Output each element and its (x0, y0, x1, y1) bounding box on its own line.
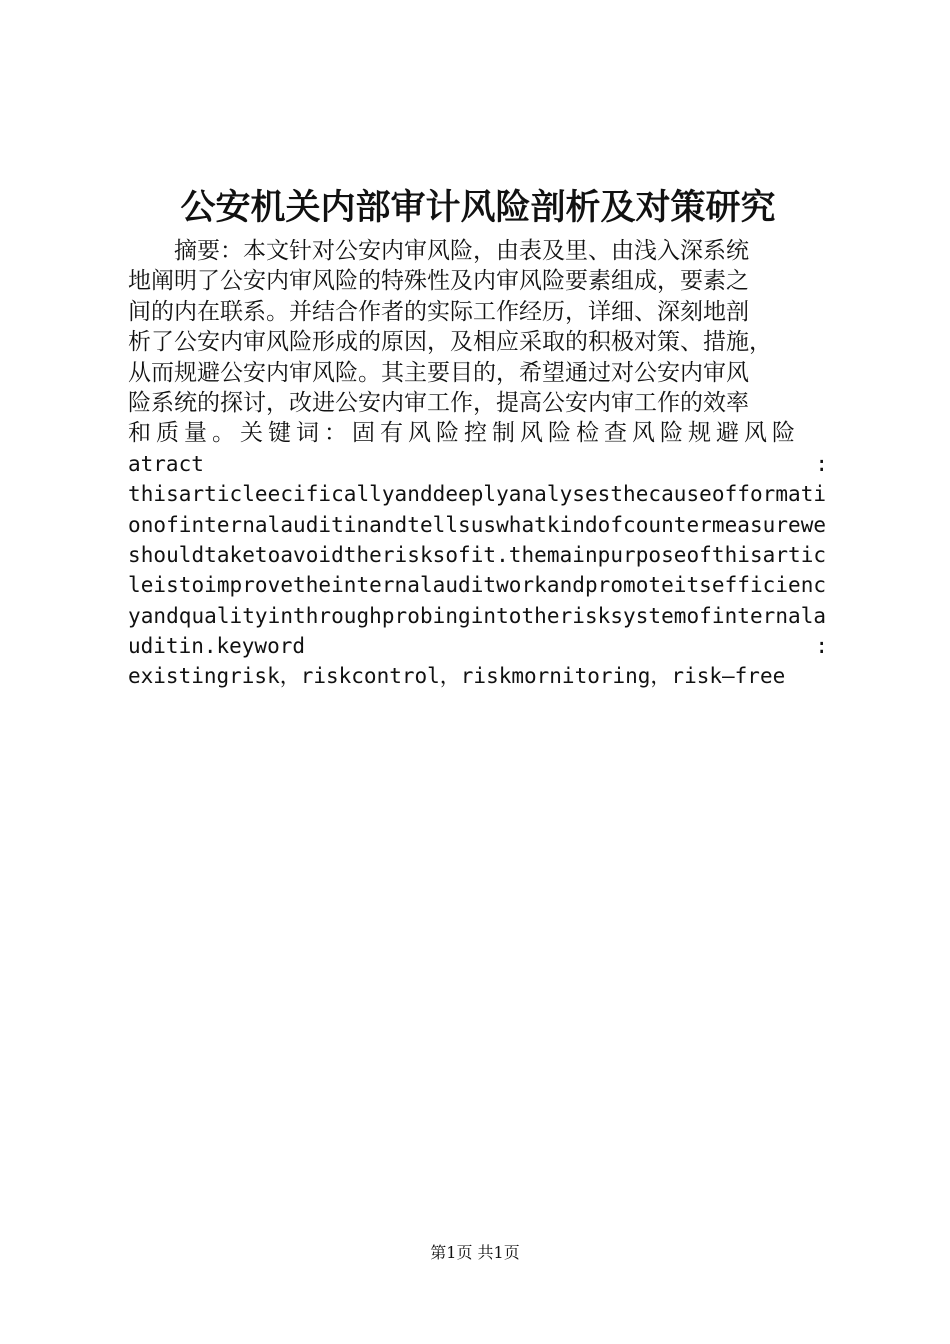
english-line-2: onofinternalauditinandtellsuswhatkindofcountermeasurewe (128, 512, 827, 537)
english-line-1: thisarticleecificallyanddeeplyanalysesthecauseofformati (128, 482, 827, 507)
english-keyword-label-line (128, 631, 828, 661)
abstract-line-2: 地阐明了公安内审风险的特殊性及内审风险要素组成，要素之 (128, 268, 749, 295)
english-keyword-colon: : (815, 634, 828, 659)
english-abstract-colon: : (815, 451, 828, 476)
abstract-line-6: 险系统的探讨，改进公安内审工作，提高公安内审工作的效率 (128, 389, 749, 416)
english-abstract-label-line (128, 449, 828, 479)
english-line-5: yandqualityinthroughprobingintotherisksystemofinternala (128, 603, 827, 628)
page-footer: 第1页 共1页 (430, 1243, 520, 1262)
abstract-line-5: 从而规避公安内审风险。其主要目的，希望通过对公安内审风 (128, 359, 749, 386)
english-keyword-label: uditin.keyword (128, 634, 306, 659)
english-line-4: leistoimprovetheinternalauditworkandpromoteitsefficienc (128, 573, 827, 598)
document-title: 公安机关内部审计风险剖析及对策研究 (180, 187, 776, 228)
keywords-line: existingrisk，riskcontrol，riskmornitoring，risk—free (128, 664, 786, 689)
abstract-line-1: 摘要：本文针对公安内审风险，由表及里、由浅入深系统 (174, 238, 749, 264)
english-line-3: shouldtaketoavoidtherisksofit.themainpurposeofthisartic (128, 542, 827, 567)
document-body (128, 236, 828, 692)
abstract-line-4: 析了公安内审风险形成的原因，及相应采取的积极对策、措施， (128, 329, 772, 356)
abstract-line-3: 间的内在联系。并结合作者的实际工作经历，详细、深刻地剖 (128, 298, 749, 325)
english-abstract-label: atract (128, 451, 204, 476)
abstract-line-7: 和质量。关键词：固有风险控制风险检查风险规避风险 (128, 420, 800, 447)
